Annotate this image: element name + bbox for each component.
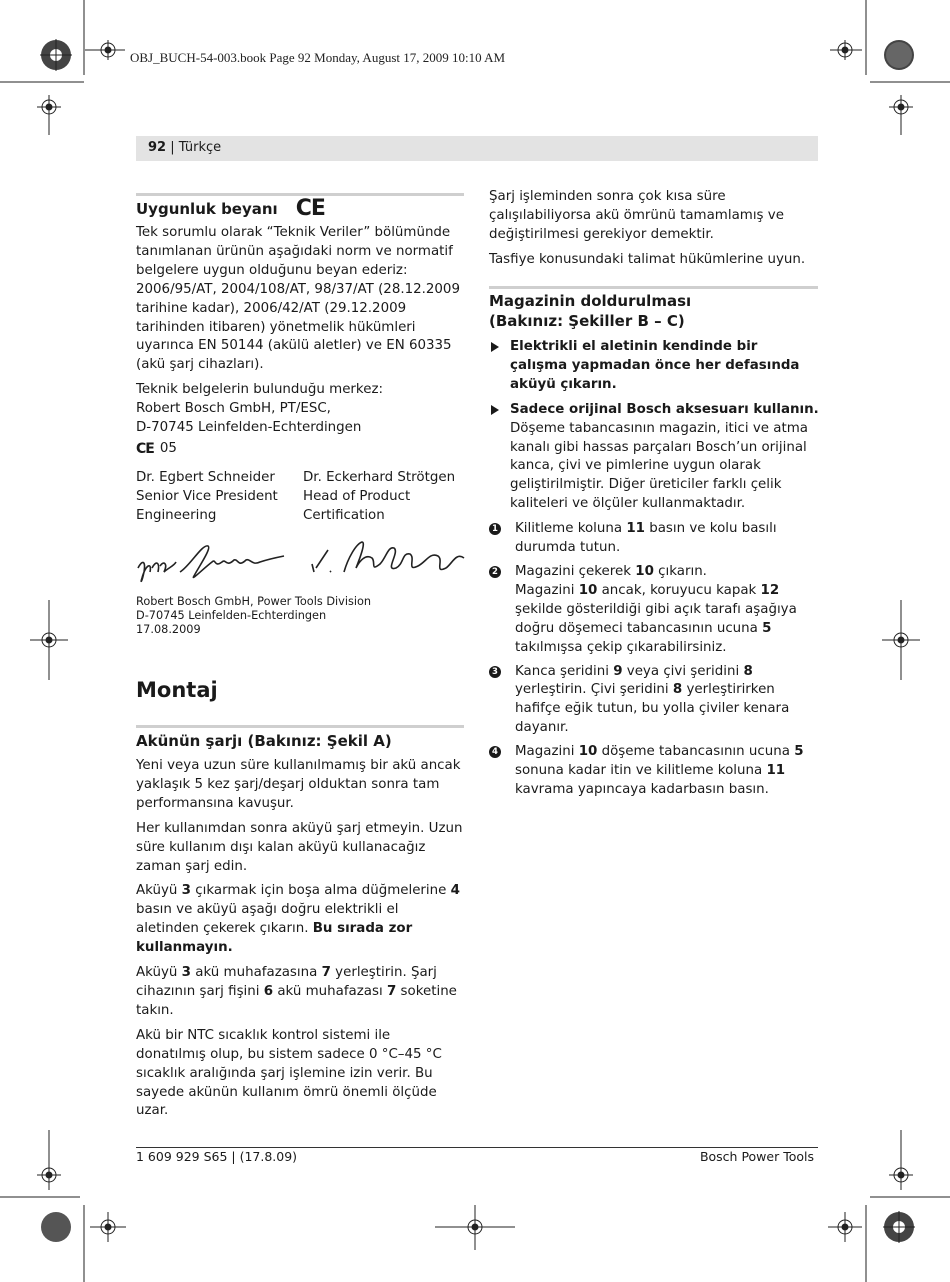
right-column-top <box>489 188 819 276</box>
step-4: 4 Magazini 10 döşeme tabancasının ucuna 5 sonuna kadar itin ve kilitleme koluna 11 kavrama yapıncaya kadarbasın basın. <box>489 743 819 800</box>
technical-file-company: Robert Bosch GmbH, PT/ESC, <box>136 401 331 417</box>
right-p1: Şarj işleminden sonra çok kısa süre çalışılabiliyorsa akü ömrünü tamamlamış ve değiştirilmesi gerekiyor demektir. <box>489 189 784 242</box>
header-separator: | <box>170 140 175 155</box>
battery-p5: Akü bir NTC sıcaklık kontrol sistemi ile donatılmış olup, bu sistem sadece 0 °C–45 °C sıcaklık aralığında şarj işlemine izin verir. Bu sayede akünün kullanım ömrü önemli ölçüde uzar. <box>136 1027 442 1119</box>
step-4-marker-icon: 4 <box>489 746 501 758</box>
battery-section <box>136 731 464 1127</box>
warning-original-accessories: Sadece orijinal Bosch aksesuarı kullanın. Döşeme tabancasının magazin, itici ve atma kanalı gibi hassas parçaları Bosch’un orijinal kanca, çivi ve pimlerine uygun olarak geliştirilmiştir. Diğer üreticiler farklı çelik kaliteleri ve ölçüler kullanmaktadır. <box>489 401 819 514</box>
signatures-image <box>134 538 469 590</box>
montaj-title: Montaj <box>136 678 218 702</box>
signer-2-name: Dr. Eckerhard Strötgen <box>303 470 456 485</box>
page-header-bar <box>136 136 818 161</box>
company-address: D-70745 Leinfelden-Echterdingen <box>136 609 327 622</box>
signer-2 <box>303 469 455 526</box>
ce-mark-small-icon: CE <box>136 440 154 457</box>
footer-rule <box>136 1147 818 1148</box>
step-1: 1 Kilitleme koluna 11 basın ve kolu basılı durumda tutun. <box>489 520 819 558</box>
battery-title: Akünün şarjı (Bakınız: Şekil A) <box>136 732 392 750</box>
header-language: Türkçe <box>178 140 222 155</box>
footer-brand: Bosch Power Tools <box>699 1149 814 1164</box>
company-block <box>136 595 371 637</box>
section-rule <box>136 725 464 728</box>
arrow-bullet-icon <box>491 405 499 415</box>
footer-doc-number: 1 609 929 S65 | (17.8.09) <box>136 1149 298 1164</box>
signer-1 <box>136 469 278 526</box>
magazine-title: Magazinin doldurulması (Bakınız: Şekiller B – C) <box>489 292 692 330</box>
battery-p1: Yeni veya uzun süre kullanılmamış bir akü ancak yaklaşık 5 kez şarj/deşarj olduktan sonra tam performansına kavuşur. <box>136 758 461 811</box>
printer-line: OBJ_BUCH-54-003.book Page 92 Monday, August 17, 2009 10:10 AM <box>130 50 506 65</box>
right-p2: Tasfiye konusundaki talimat hükümlerine uyun. <box>489 251 806 267</box>
page-number: 92 <box>148 140 167 155</box>
ce-mark-icon: CE <box>295 196 325 221</box>
step-2: 2 Magazini çekerek 10 çıkarın. Magazini 10 ancak, koruyucu kapak 12 şekilde gösterildiği gibi açık tarafı aşağıya doğru döşemeci tabancasının ucuna 5 takılmışsa çekip çıkarabilirsiniz. <box>489 563 819 658</box>
signer-2-dept: Certification <box>303 507 385 523</box>
signer-1-name: Dr. Egbert Schneider <box>136 470 275 485</box>
ce-year: 05 <box>159 440 177 456</box>
signer-1-dept: Engineering <box>136 507 217 523</box>
arrow-bullet-icon <box>491 342 499 352</box>
battery-p2: Her kullanımdan sonra aküyü şarj etmeyin. Uzun süre kullanım dışı kalan aküyü kullanacağız zaman şarj edin. <box>136 820 463 874</box>
signer-2-role: Head of Product <box>303 488 411 504</box>
signer-1-role: Senior Vice President <box>136 488 278 504</box>
battery-p3: Aküyü 3 çıkarmak için boşa alma düğmelerine 4 basın ve aküyü aşağı doğru elektrikli el aletinden çekerek çıkarın. Bu sırada zor kullanmayın. <box>136 883 460 956</box>
company-name: Robert Bosch GmbH, Power Tools Division <box>136 595 372 608</box>
section-rule <box>489 286 818 289</box>
warning-remove-battery: Elektrikli el aletinin kendinde bir çalışma yapmadan önce her defasında aküyü çıkarın. <box>489 338 819 395</box>
magazine-section <box>489 291 819 805</box>
technical-file-label: Teknik belgelerin bulunduğu merkez: <box>136 382 383 398</box>
conformity-title: Uygunluk beyanı <box>136 200 278 218</box>
battery-p4: Aküyü 3 akü muhafazasına 7 yerleştirin. Şarj cihazının şarj fişini 6 akü muhafazası 7 soketine takın. <box>136 965 457 1018</box>
step-1-marker-icon: 1 <box>489 523 501 535</box>
step-2-marker-icon: 2 <box>489 566 501 578</box>
step-3-marker-icon: 3 <box>489 666 501 678</box>
technical-file-address: D-70745 Leinfelden-Echterdingen <box>136 420 362 436</box>
conformity-statement: Tek sorumlu olarak “Teknik Veriler” bölümünde tanımlanan ürünün aşağıdaki norm ve normatif belgelere uygun olduğunu beyan ederiz: 2006/95/AT, 2004/108/AT, 98/37/AT (28.12.2009 tarihine kadar), 2006/42/AT (29.12.2009 tarihinden itibaren) yönetmelik hükümleri uyarınca EN 50144 (akülü aletler) ve EN 60335 (akü şarj cihazları). <box>136 225 460 373</box>
page-header <box>148 140 221 155</box>
left-column <box>136 198 464 468</box>
declaration-date: 17.08.2009 <box>136 623 201 636</box>
step-3: 3 Kanca şeridini 9 veya çivi şeridini 8 yerleştirin. Çivi şeridini 8 yerleştirirken hafifçe eğik tutun, bu yolla çiviler kenara dayanır. <box>489 663 819 739</box>
